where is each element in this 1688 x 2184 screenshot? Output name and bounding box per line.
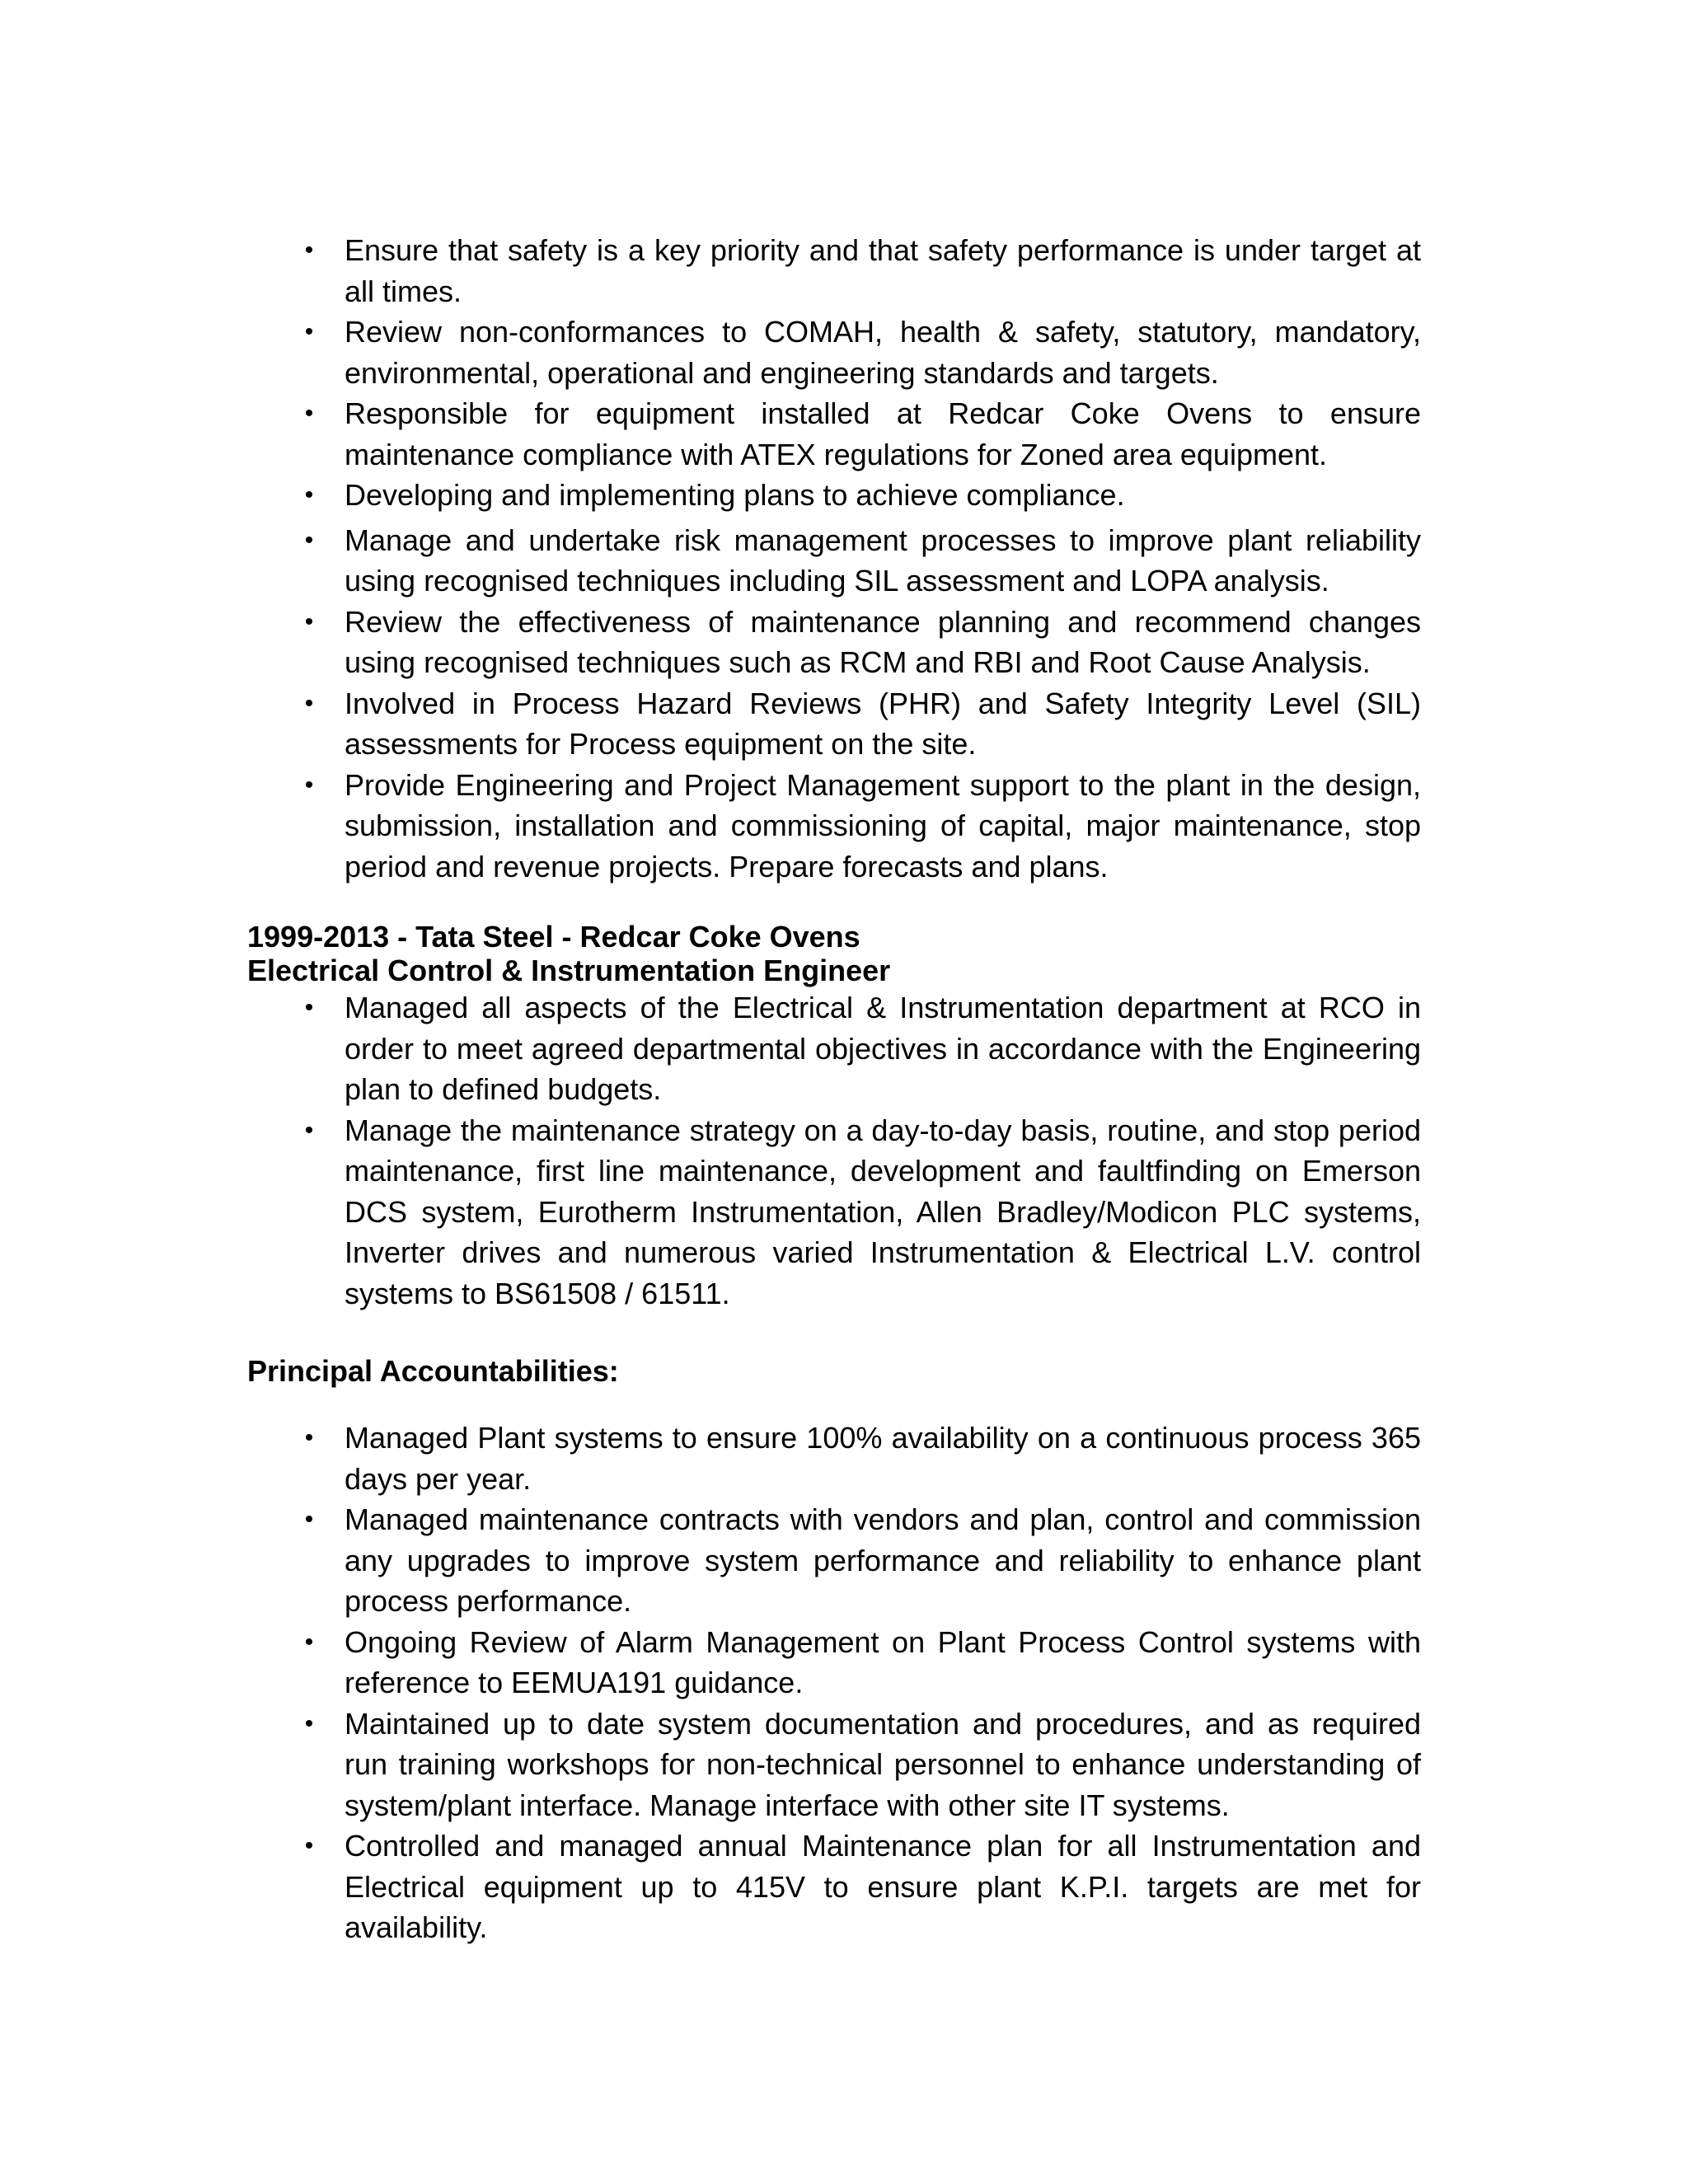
bullet-icon: •: [304, 481, 314, 509]
bullet-icon: •: [304, 1506, 314, 1533]
bullet-icon: •: [304, 237, 314, 264]
job-duties-list: [247, 987, 1421, 1314]
list-item-text: Involved in Process Hazard Reviews (PHR) and Safety Integrity Level (SIL) assessments for Process equipment on the site.: [345, 686, 1421, 761]
list-item-text: Review non-conformances to COMAH, health & safety, statutory, mandatory, environmental, operational and engineering standards and targets.: [345, 315, 1421, 390]
list-item: [247, 475, 1421, 516]
list-item: [247, 683, 1421, 765]
list-item: [247, 1499, 1421, 1622]
list-item-text: Managed maintenance contracts with vendors and plan, control and commission any upgrades to improve system performance and reliability to enhance plant process performance.: [345, 1502, 1421, 1618]
list-item: [247, 1622, 1421, 1704]
list-item-text: Ensure that safety is a key priority and that safety performance is under target at all times.: [345, 233, 1421, 308]
list-item: [247, 1825, 1421, 1948]
list-item-text: Review the effectiveness of maintenance planning and recommend changes using recognised techniques such as RCM and RBI and Root Cause Analysis.: [345, 604, 1421, 679]
list-item-text: Manage and undertake risk management processes to improve plant reliability using recognised techniques including SIL assessment and LOPA analysis.: [345, 523, 1421, 598]
safety-responsibilities-list: [247, 230, 1421, 887]
bullet-icon: •: [304, 1709, 314, 1737]
list-item-text: Maintained up to date system documentation and procedures, and as required run training workshops for non-technical personnel to enhance understanding of system/plant interface. Manage interface with other site IT systems.: [345, 1706, 1421, 1822]
bullet-icon: •: [304, 607, 314, 635]
bullet-icon: •: [304, 689, 314, 717]
job-period-company: 1999-2013 - Tata Steel - Redcar Coke Ovens: [247, 920, 860, 954]
list-item-text: Managed all aspects of the Electrical & Instrumentation department at RCO in order to meet agreed departmental objectives in accordance with the Engineering plan to defined budgets.: [345, 991, 1421, 1106]
bullet-icon: •: [304, 994, 314, 1021]
resume-page: [247, 230, 1421, 1948]
list-item: [247, 765, 1421, 888]
list-item: [247, 393, 1421, 475]
list-item: [247, 1418, 1421, 1499]
bullet-icon: •: [304, 1832, 314, 1859]
list-item: [247, 520, 1421, 602]
list-item: [247, 602, 1421, 683]
bullet-icon: •: [304, 1424, 314, 1451]
bullet-icon: •: [304, 1628, 314, 1656]
list-item: [247, 987, 1421, 1110]
list-item-text: Ongoing Review of Alarm Management on Plant Process Control systems with reference to EEMUA191 guidance.: [345, 1624, 1421, 1699]
list-item: [247, 312, 1421, 393]
list-item-text: Manage the maintenance strategy on a day-to-day basis, routine, and stop period maintenance, first line maintenance, development and faultfinding on Emerson DCS system, Eurotherm Instrumentation, Allen Bradley/Modicon PLC systems, Inverter drives and numerous varied Instrumentation & Electrical L.V. control systems to BS61508 / 61511.: [345, 1113, 1421, 1310]
bullet-icon: •: [304, 400, 314, 427]
list-item: [247, 1704, 1421, 1826]
list-item-text: Responsible for equipment installed at Redcar Coke Ovens to ensure maintenance compliance with ATEX regulations for Zoned area equipment.: [345, 396, 1421, 471]
list-item: [247, 230, 1421, 312]
list-item-text: Controlled and managed annual Maintenance plan for all Instrumentation and Electrical equipment up to 415V to ensure plant K.P.I. targets are met for availability.: [345, 1829, 1421, 1944]
accountabilities-list: [247, 1418, 1421, 1948]
bullet-icon: •: [304, 771, 314, 799]
bullet-icon: •: [304, 1116, 314, 1144]
bullet-icon: •: [304, 526, 314, 554]
job-title: Electrical Control & Instrumentation Engineer: [247, 954, 891, 987]
list-item-text: Managed Plant systems to ensure 100% availability on a continuous process 365 days per year.: [345, 1421, 1421, 1496]
list-item-text: Developing and implementing plans to achieve compliance.: [345, 478, 1125, 512]
list-item: [247, 1110, 1421, 1315]
list-item-text: Provide Engineering and Project Management support to the plant in the design, submission, installation and commissioning of capital, major maintenance, stop period and revenue projects. Prepare forecasts and plans.: [345, 767, 1421, 883]
section-heading: Principal Accountabilities:: [247, 1354, 619, 1388]
bullet-icon: •: [304, 318, 314, 345]
